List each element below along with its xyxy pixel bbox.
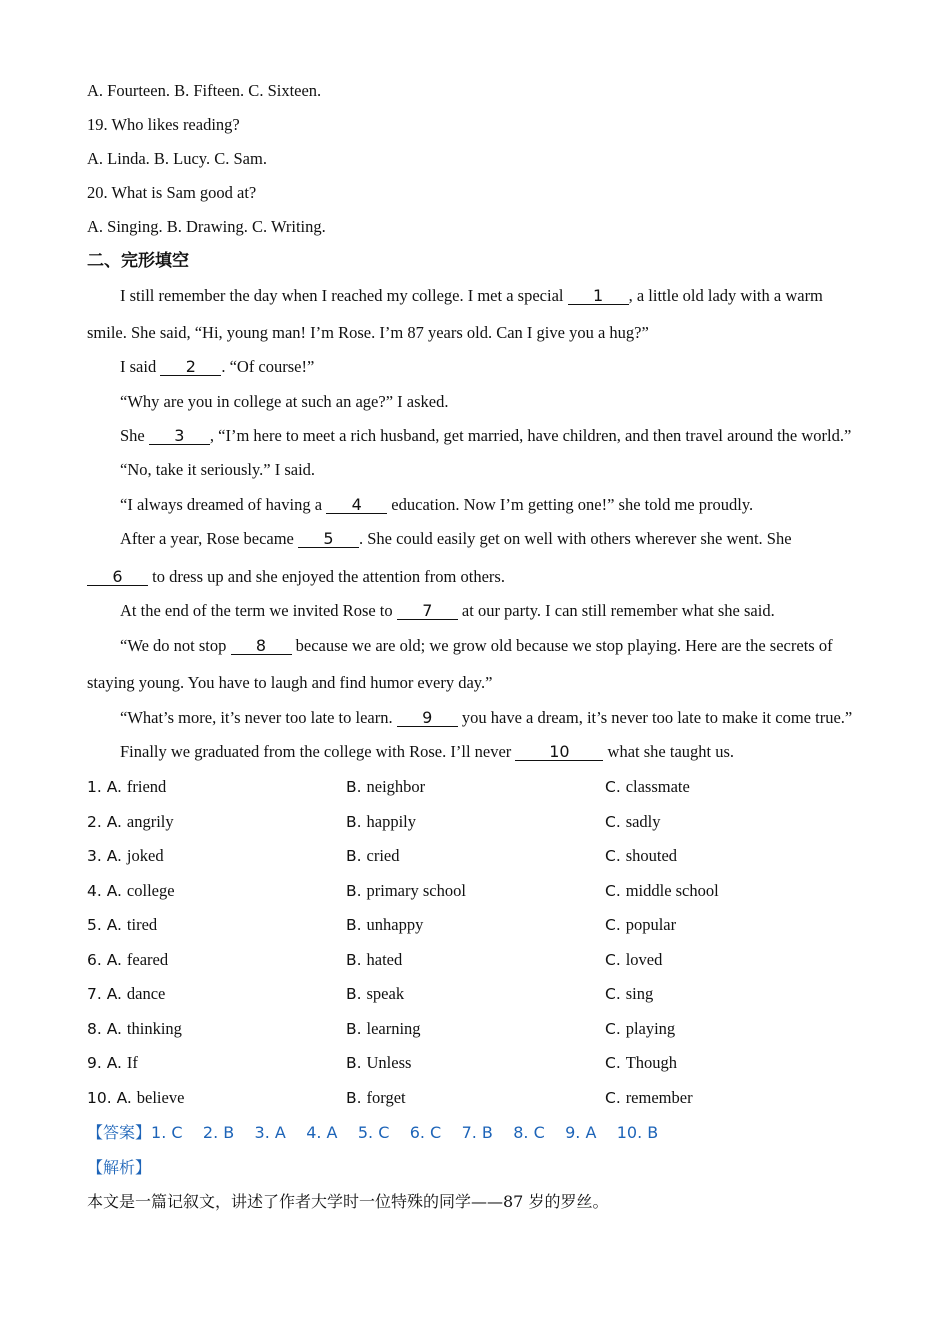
question-1-option-b: B. neighbor [346,777,426,796]
question-3-option-c: C. shouted [605,846,678,865]
q18-options: A. Fourteen. B. Fifteen. C. Sixteen. [87,81,322,100]
passage-line: 6 to dress up and she enjoyed the attention from others. [87,567,505,587]
passage-line: “We do not stop 8 because we are old; we grow old because we stop playing. Here are the secrets of [120,636,833,655]
question-2-option-c: C. sadly [605,812,661,831]
question-8-option-a: 8. A. thinking [87,1019,182,1038]
question-9-option-c: C. Though [605,1053,678,1072]
passage-line: At the end of the term we invited Rose to 7 at our party. I can still remember what she said. [120,601,775,620]
question-3-option-b: B. cried [346,846,400,865]
q20-options: A. Singing. B. Drawing. C. Writing. [87,217,326,236]
analysis-tag: 【解析】 [87,1158,152,1177]
question-3-option-a: 3. A. joked [87,846,164,865]
question-4-option-a: 4. A. college [87,881,175,900]
question-8-option-c: C. playing [605,1019,676,1038]
passage-line: She 3 , “I’m here to meet a rich husband, get married, have children, and then travel around the world.” [120,426,852,445]
question-10-option-b: B. forget [346,1088,406,1107]
blank-1: 1 [568,287,629,305]
passage-line: staying young. You have to laugh and find humor every day.” [87,673,493,692]
question-9-option-b: B. Unless [346,1053,412,1072]
question-6-option-c: C. loved [605,950,663,969]
blank-9: 9 [397,709,458,727]
passage-line: “I always dreamed of having a 4 education. Now I’m getting one!” she told me proudly. [120,495,754,514]
answer-tag: 【答案】 [87,1123,152,1142]
question-4-option-c: C. middle school [605,881,719,900]
blank-6: 6 [87,568,148,586]
passage-line: Finally we graduated from the college with Rose. I’ll never 10 what she taught us. [120,742,735,761]
blank-7: 7 [397,602,458,620]
q20-question: 20. What is Sam good at? [87,183,257,202]
q19-options: A. Linda. B. Lucy. C. Sam. [87,149,267,168]
analysis-text: 本文是一篇记叙文，讲述了作者大学时一位特殊的同学——87 岁的罗丝。 [87,1192,609,1211]
question-7-option-b: B. speak [346,984,405,1003]
question-5-option-c: C. popular [605,915,677,934]
q19-question: 19. Who likes reading? [87,115,240,134]
blank-5: 5 [298,530,359,548]
question-4-option-b: B. primary school [346,881,466,900]
question-7-option-a: 7. A. dance [87,984,166,1003]
question-6-option-b: B. hated [346,950,403,969]
passage-line: “Why are you in college at such an age?” I asked. [120,392,449,411]
passage-line: “What’s more, it’s never too late to learn. 9 you have a dream, it’s never too late to make it come true.” [120,708,853,727]
blank-10: 10 [515,743,603,761]
question-10-option-c: C. remember [605,1088,693,1107]
question-9-option-a: 9. A. If [87,1053,138,1072]
question-1-option-c: C. classmate [605,777,690,796]
blank-4: 4 [326,496,387,514]
blank-8: 8 [231,637,292,655]
question-2-option-b: B. happily [346,812,416,831]
passage-line: I said 2 . “Of course!” [120,357,315,376]
question-1-option-a: 1. A. friend [87,777,167,796]
passage-line: “No, take it seriously.” I said. [120,460,316,479]
question-10-option-a: 10. A. believe [87,1088,185,1107]
blank-3: 3 [149,427,210,445]
question-5-option-a: 5. A. tired [87,915,158,934]
answer-line [87,1123,658,1143]
question-7-option-c: C. sing [605,984,654,1003]
answer-items: 1. C 2. B 3. A 4. A 5. C 6. C 7. B 8. C 9. A 10. B [151,1123,659,1142]
question-6-option-a: 6. A. feared [87,950,169,969]
passage-line: After a year, Rose became 5 . She could easily get on well with others wherever she went. She [120,529,792,548]
question-5-option-b: B. unhappy [346,915,424,934]
question-8-option-b: B. learning [346,1019,421,1038]
question-2-option-a: 2. A. angrily [87,812,174,831]
section-title: 二、完形填空 [87,251,189,271]
passage-line: I still remember the day when I reached my college. I met a special 1 , a little old lady with a warm [120,286,823,305]
passage-line: smile. She said, “Hi, young man! I’m Rose. I’m 87 years old. Can I give you a hug?” [87,323,649,342]
blank-2: 2 [160,358,221,376]
